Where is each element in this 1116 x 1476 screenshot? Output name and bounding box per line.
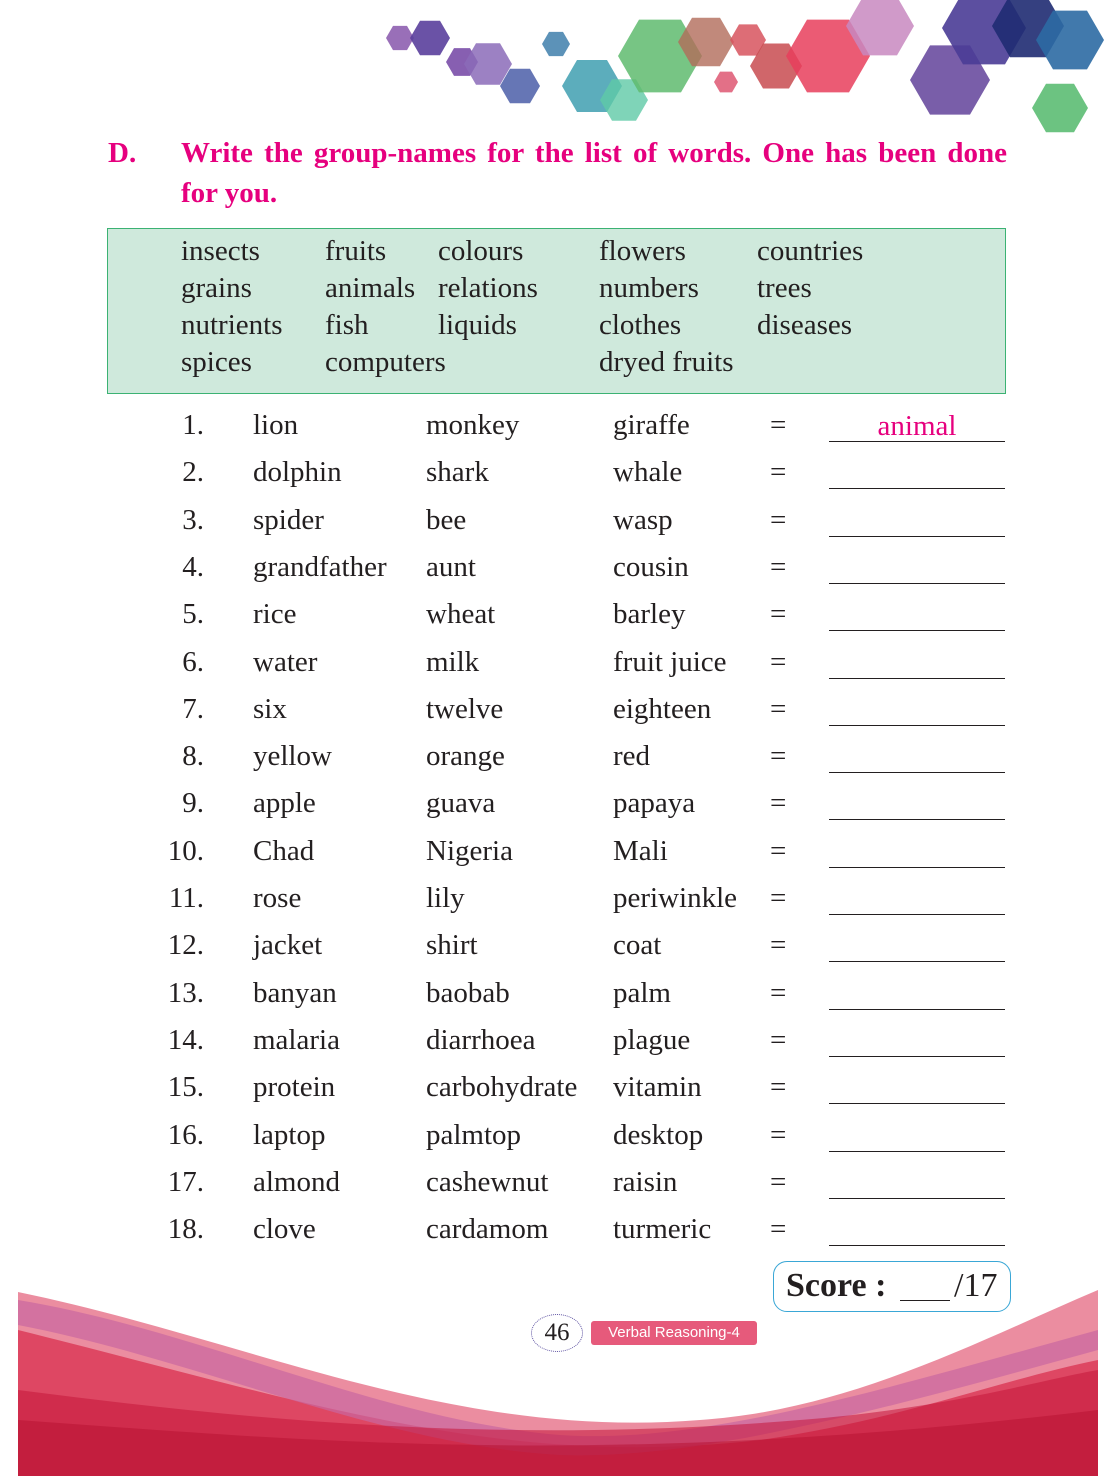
question-word-3: eighteen xyxy=(613,692,712,725)
word-bank-item: relations xyxy=(438,272,538,304)
question-word-2: shark xyxy=(426,456,489,489)
answer-blank[interactable]: animal xyxy=(829,409,1005,442)
word-bank-item: grains xyxy=(181,272,252,304)
question-number: 8. xyxy=(182,740,204,773)
word-bank-item: liquids xyxy=(438,309,517,341)
word-bank-item: numbers xyxy=(599,272,699,304)
question-word-2: cardamom xyxy=(426,1213,549,1246)
question-word-3: red xyxy=(613,740,651,773)
question-word-1: jacket xyxy=(253,929,323,962)
question-row xyxy=(0,686,1116,733)
question-row xyxy=(0,591,1116,638)
answer-blank[interactable] xyxy=(829,1166,1005,1199)
question-row xyxy=(0,970,1116,1017)
equals-sign: = xyxy=(770,1071,787,1104)
question-word-1: apple xyxy=(253,787,316,820)
equals-sign: = xyxy=(770,692,787,725)
equals-sign: = xyxy=(770,645,787,678)
answer-blank[interactable] xyxy=(829,646,1005,679)
equals-sign: = xyxy=(770,598,787,631)
word-bank-item: nutrients xyxy=(181,309,283,341)
word-bank-item: diseases xyxy=(757,309,853,341)
hexagon-shape xyxy=(1032,84,1088,132)
question-word-2: twelve xyxy=(426,692,504,725)
question-row xyxy=(0,1159,1116,1206)
question-word-2: cashewnut xyxy=(426,1165,549,1198)
equals-sign: = xyxy=(770,1023,787,1056)
hexagon-shape xyxy=(542,32,570,56)
question-word-3: whale xyxy=(613,456,683,489)
question-number: 10. xyxy=(167,834,204,867)
question-word-3: plague xyxy=(613,1023,691,1056)
word-bank-item: trees xyxy=(757,272,812,304)
question-word-2: lily xyxy=(426,882,465,914)
word-bank-item: fruits xyxy=(325,235,387,267)
wave-decoration-bottom xyxy=(0,1270,1116,1476)
hexagon-shape xyxy=(386,26,414,50)
answer-blank[interactable] xyxy=(829,1071,1005,1104)
question-word-1: yellow xyxy=(253,740,332,773)
question-number: 12. xyxy=(167,929,204,962)
question-row xyxy=(0,639,1116,686)
question-number: 16. xyxy=(167,1118,204,1151)
question-word-1: spider xyxy=(253,503,324,536)
question-word-3: fruit juice xyxy=(613,645,727,678)
answer-blank[interactable] xyxy=(829,882,1005,915)
answer-blank[interactable] xyxy=(829,977,1005,1010)
question-word-1: six xyxy=(253,692,287,725)
question-number: 13. xyxy=(167,976,204,1009)
equals-sign: = xyxy=(770,834,787,867)
question-number: 15. xyxy=(167,1071,204,1104)
question-word-1: almond xyxy=(253,1165,340,1198)
question-word-2: diarrhoea xyxy=(426,1023,536,1056)
question-word-1: grandfather xyxy=(253,550,387,583)
question-row xyxy=(0,449,1116,496)
question-word-1: malaria xyxy=(253,1023,340,1056)
question-word-1: laptop xyxy=(253,1118,326,1151)
answer-blank[interactable] xyxy=(829,1024,1005,1057)
question-word-3: wasp xyxy=(613,503,673,536)
question-word-2: wheat xyxy=(426,598,496,631)
question-number: 14. xyxy=(167,1023,204,1056)
question-word-1: lion xyxy=(253,409,299,441)
question-word-3: giraffe xyxy=(613,409,690,441)
equals-sign: = xyxy=(770,503,787,536)
question-word-3: cousin xyxy=(613,550,689,583)
question-number: 5. xyxy=(182,598,204,631)
page-number: 46 xyxy=(531,1314,583,1352)
question-row xyxy=(0,1064,1116,1111)
question-word-2: bee xyxy=(426,503,467,536)
word-bank-item: computers xyxy=(325,346,446,378)
equals-sign: = xyxy=(770,929,787,962)
equals-sign: = xyxy=(770,740,787,773)
question-row xyxy=(0,1017,1116,1064)
equals-sign: = xyxy=(770,409,787,441)
question-number: 18. xyxy=(167,1213,204,1246)
question-word-3: coat xyxy=(613,929,662,962)
question-word-3: turmeric xyxy=(613,1213,712,1246)
question-word-2: monkey xyxy=(426,409,520,441)
score-total: /17 xyxy=(954,1267,998,1304)
book-title-tag: Verbal Reasoning-4 xyxy=(591,1321,757,1345)
question-word-1: rice xyxy=(253,598,297,631)
question-number: 7. xyxy=(182,692,204,725)
equals-sign: = xyxy=(770,1118,787,1151)
question-word-1: dolphin xyxy=(253,456,342,489)
answer-blank[interactable] xyxy=(829,456,1005,489)
question-word-2: carbohydrate xyxy=(426,1071,578,1104)
question-word-1: rose xyxy=(253,882,302,914)
answer-blank[interactable] xyxy=(829,504,1005,537)
question-number: 1. xyxy=(182,409,204,441)
question-word-3: raisin xyxy=(613,1165,678,1198)
word-bank-item: flowers xyxy=(599,235,686,267)
word-bank-item: clothes xyxy=(599,309,682,341)
question-word-2: milk xyxy=(426,645,480,678)
hexagon-decoration-top xyxy=(0,0,1116,140)
answer-blank[interactable] xyxy=(829,787,1005,820)
question-word-2: baobab xyxy=(426,976,510,1009)
question-word-3: barley xyxy=(613,598,686,631)
score-label: Score : xyxy=(786,1267,887,1304)
hexagon-shape xyxy=(714,72,738,93)
question-number: 9. xyxy=(182,787,204,820)
hexagon-shape xyxy=(410,21,450,56)
question-word-2: guava xyxy=(426,787,496,820)
word-bank-item: countries xyxy=(757,235,864,267)
answer-blank[interactable] xyxy=(829,693,1005,726)
question-number: 2. xyxy=(182,456,204,489)
question-word-1: protein xyxy=(253,1071,336,1104)
question-word-3: periwinkle xyxy=(613,882,738,914)
word-bank-box xyxy=(107,228,1006,394)
question-number: 4. xyxy=(182,550,204,583)
word-bank-item: fish xyxy=(325,309,369,341)
question-word-1: banyan xyxy=(253,976,337,1009)
answer-blank[interactable] xyxy=(829,551,1005,584)
word-bank-item: animals xyxy=(325,272,416,304)
word-bank-item: insects xyxy=(181,235,260,267)
question-word-2: aunt xyxy=(426,550,476,583)
equals-sign: = xyxy=(770,456,787,489)
question-number: 17. xyxy=(167,1165,204,1198)
equals-sign: = xyxy=(770,976,787,1009)
question-word-3: papaya xyxy=(613,787,696,820)
question-word-2: shirt xyxy=(426,929,478,962)
question-word-2: orange xyxy=(426,740,505,773)
question-word-3: vitamin xyxy=(613,1071,702,1104)
answer-blank[interactable] xyxy=(829,1119,1005,1152)
question-row xyxy=(0,780,1116,827)
answer-blank[interactable] xyxy=(829,1213,1005,1246)
question-row xyxy=(0,875,1116,922)
question-word-1: water xyxy=(253,645,318,678)
equals-sign: = xyxy=(770,1165,787,1198)
answer-blank[interactable] xyxy=(829,929,1005,962)
question-word-1: Chad xyxy=(253,834,315,867)
question-number: 11. xyxy=(168,882,204,914)
word-bank-item: spices xyxy=(181,346,252,378)
question-row xyxy=(0,1112,1116,1159)
answer-blank[interactable] xyxy=(829,740,1005,773)
word-bank-item: dryed fruits xyxy=(599,346,734,378)
answer-blank[interactable] xyxy=(829,835,1005,868)
question-word-3: desktop xyxy=(613,1118,704,1151)
question-word-1: clove xyxy=(253,1213,316,1246)
exercise-letter: D. xyxy=(108,137,137,169)
question-word-2: Nigeria xyxy=(426,834,513,867)
answer-blank[interactable] xyxy=(829,598,1005,631)
equals-sign: = xyxy=(770,787,787,820)
question-word-3: Mali xyxy=(613,834,668,867)
equals-sign: = xyxy=(770,1213,787,1246)
question-row xyxy=(0,733,1116,780)
word-bank-item: colours xyxy=(438,235,524,267)
exercise-instruction: Write the group-names for the list of words. One has been done for you. xyxy=(181,137,1007,209)
question-row xyxy=(0,922,1116,969)
question-row xyxy=(0,544,1116,591)
question-row xyxy=(0,828,1116,875)
question-word-3: palm xyxy=(613,976,671,1009)
equals-sign: = xyxy=(770,550,787,583)
question-row xyxy=(0,402,1116,449)
question-number: 6. xyxy=(182,645,204,678)
question-row xyxy=(0,497,1116,544)
question-number: 3. xyxy=(182,503,204,536)
equals-sign: = xyxy=(770,882,787,914)
question-row xyxy=(0,1206,1116,1253)
question-word-2: palmtop xyxy=(426,1118,522,1151)
